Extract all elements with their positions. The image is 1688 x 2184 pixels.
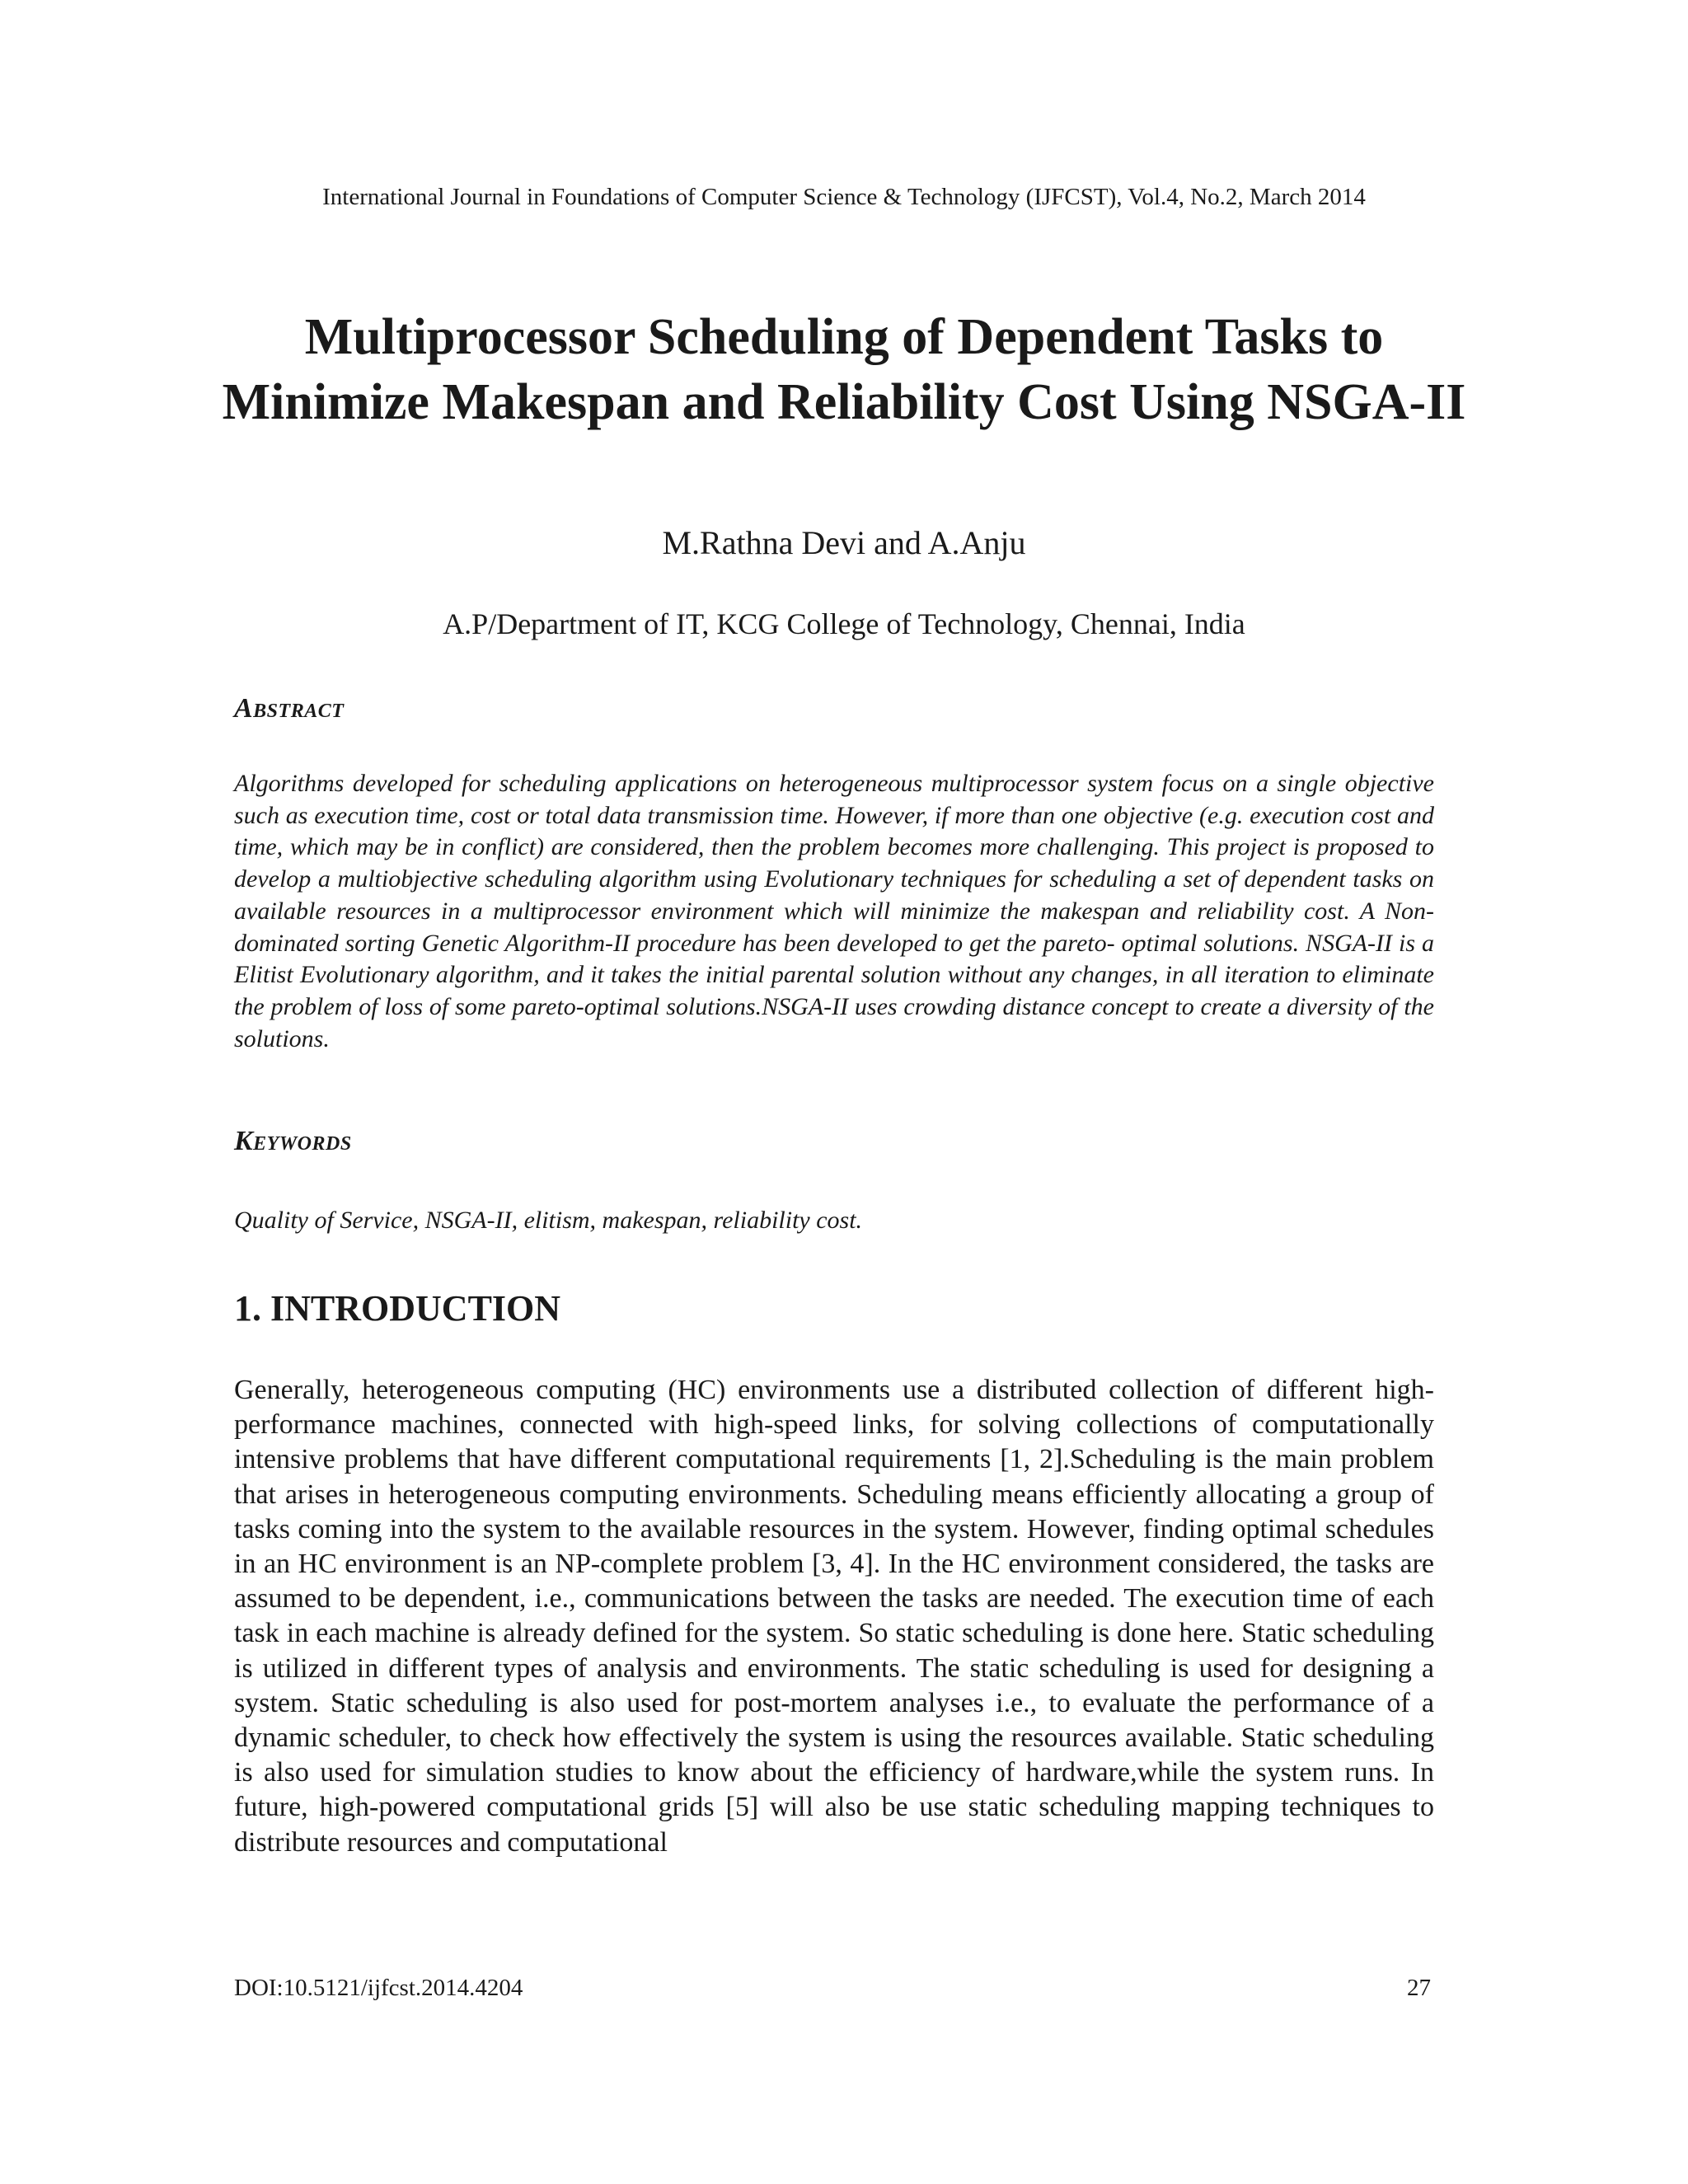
footer-page-number: 27 — [1407, 1975, 1431, 2001]
abstract-heading: Abstract — [234, 693, 345, 724]
footer-doi: DOI:10.5121/ijfcst.2014.4204 — [234, 1975, 523, 2001]
keywords-text: Quality of Service, NSGA-II, elitism, makespan, reliability cost. — [234, 1207, 863, 1234]
abstract-text: Algorithms developed for scheduling applications on heterogeneous multiprocessor system focus on a single objective such as execution time, cost or total data transmission time. However, if more than one objective (e.g. execution cost and time, which may be in conflict) are considered, then the problem becomes more challenging. This project is proposed to develop a multiobjective scheduling algorithm using Evolutionary techniques for scheduling a set of dependent tasks on available resources in a multiprocessor environment which will minimize the makespan and reliability cost. A Non-dominated sorting Genetic Algorithm-II procedure has been developed to get the pareto- optimal solutions. NSGA-II is a Elitist Evolutionary algorithm, and it takes the initial parental solution without any changes, in all iteration to eliminate the problem of loss of some pareto-optimal solutions.NSGA-II uses crowding distance concept to create a diversity of the solutions. — [234, 770, 1434, 1052]
author-affiliation: A.P/Department of IT, KCG College of Technology, Chennai, India — [443, 607, 1245, 640]
journal-running-header: International Journal in Foundations of Computer Science & Technology (IJFCST), Vol.4, No.2, March 2014 — [322, 184, 1366, 210]
paper-title: Multiprocessor Scheduling of Dependent Tasks to Minimize Makespan and Reliability Cost Using NSGA-II — [222, 309, 1466, 430]
introduction-heading: 1. INTRODUCTION — [234, 1288, 561, 1329]
introduction-text: Generally, heterogeneous computing (HC) environments use a distributed collection of different high-performance machines, connected with high-speed links, for solving collections of computationally intensive problems that have different computational requirements [1, 2].Scheduling is the main problem that arises in heterogeneous computing environments. Scheduling means efficiently allocating a group of tasks coming into the system to the available resources in the system. However, finding optimal schedules in an HC environment is an NP-complete problem [3, 4]. In the HC environment considered, the tasks are assumed to be dependent, i.e., communications between the tasks are needed. The execution time of each task in each machine is already defined for the system. So static scheduling is done here. Static scheduling is utilized in different types of analysis and environments. The static scheduling is used for designing a system. Static scheduling is also used for post-mortem analyses i.e., to evaluate the performance of a dynamic scheduler, to check how effectively the system is using the resources available. Static scheduling is also used for simulation studies to know about the efficiency of hardware,while the system runs. In future, high-powered computational grids [5] will also be use static scheduling mapping techniques to distribute resources and computational — [234, 1375, 1434, 1858]
keywords-heading: Keywords — [234, 1126, 352, 1156]
author-names: M.Rathna Devi and A.Anju — [662, 524, 1026, 561]
